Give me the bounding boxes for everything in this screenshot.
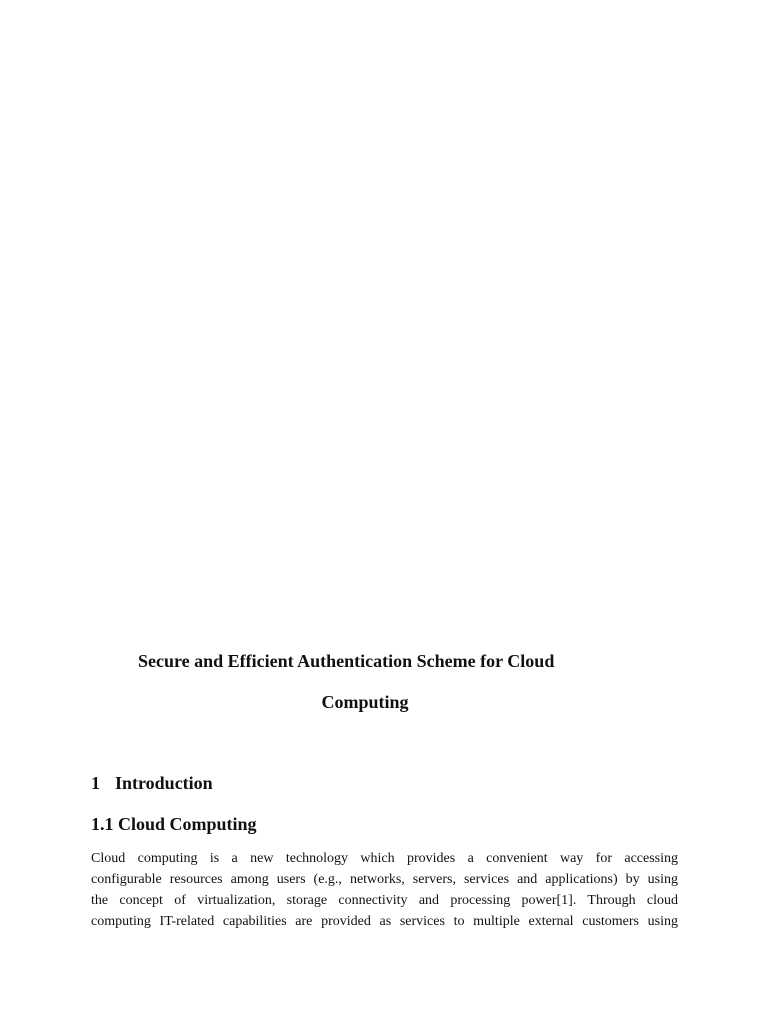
section-number: 1: [91, 773, 100, 793]
paragraph-line: computing IT-related capabilities are provided as services to multiple external customers using: [91, 914, 678, 929]
subsection-heading: 1.1 Cloud Computing: [91, 814, 257, 834]
paragraph-line: Cloud computing is a new technology which provides a convenient way for accessing: [91, 851, 678, 866]
section-heading: [91, 770, 213, 796]
paragraph-line: configurable resources among users (e.g., networks, servers, services and applications) by using: [91, 872, 678, 887]
paragraph-line: the concept of virtualization, storage connectivity and processing power[1]. Through cloud: [91, 893, 678, 908]
title-line-1: Secure and Efficient Authentication Scheme for Cloud: [138, 651, 555, 671]
body-paragraph: [91, 848, 678, 932]
section-title: Introduction: [115, 773, 213, 793]
title-line-2: Computing: [321, 692, 409, 712]
